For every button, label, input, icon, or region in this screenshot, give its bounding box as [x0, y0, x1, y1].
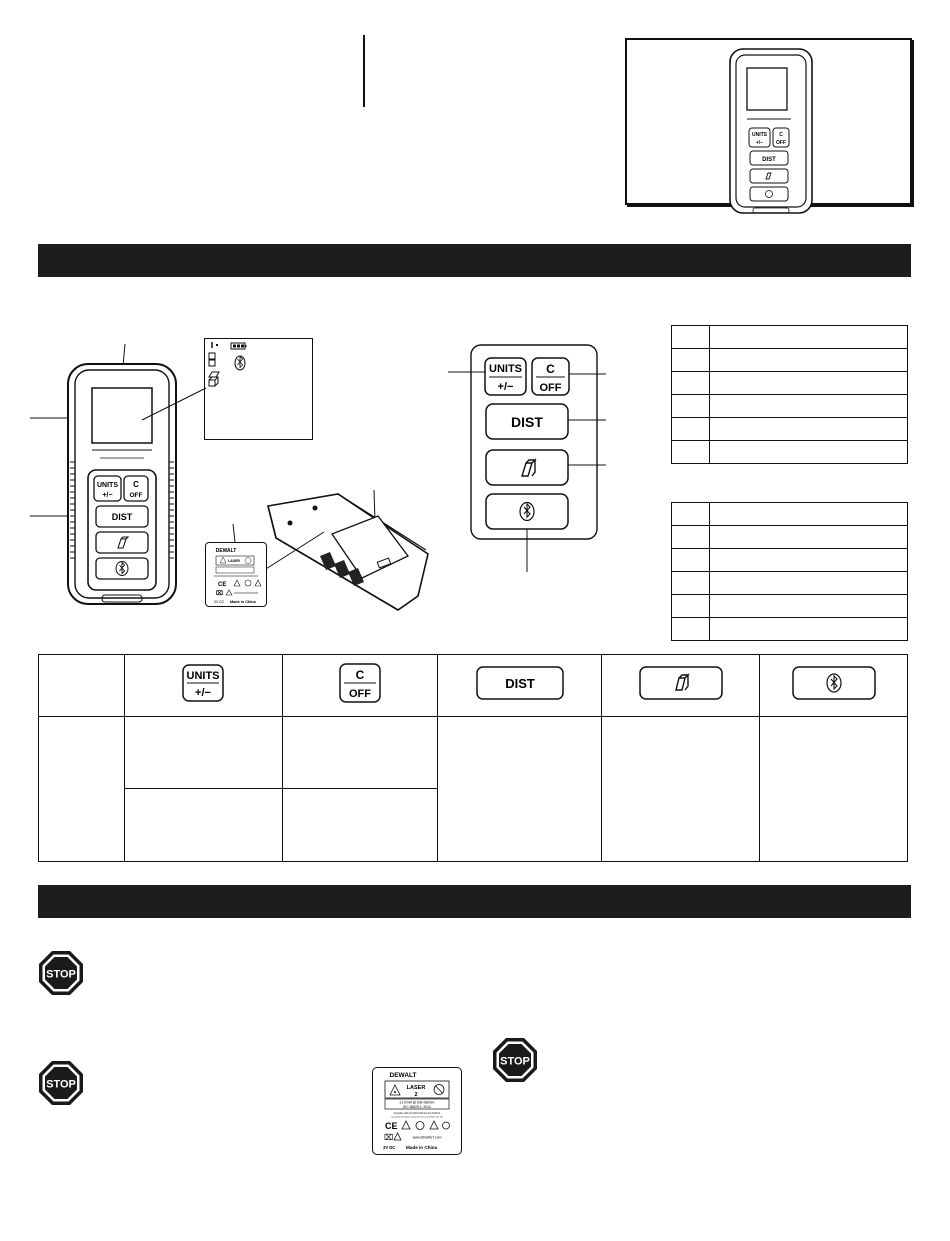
- header-units-label: UNITS: [186, 670, 220, 682]
- device-units-label: UNITS: [97, 482, 118, 489]
- table-row: [672, 349, 908, 372]
- lcd-icons: [204, 338, 311, 398]
- header-clear-button: [282, 655, 438, 717]
- header-divider: [363, 35, 365, 107]
- device-c-label: C: [133, 480, 139, 489]
- label-large-laser: LASER: [406, 1085, 426, 1091]
- header-plusminus-label: +/−: [195, 687, 212, 699]
- label-small-laser: LASER: [228, 559, 240, 563]
- cover-plusminus-label: +/−: [755, 140, 764, 146]
- table-row: [672, 441, 908, 464]
- cover-off-label: OFF: [776, 140, 786, 146]
- label-small-weee: ⌧: [216, 591, 223, 597]
- label-large-spec2: IEC 60825-1: 2014: [403, 1105, 431, 1109]
- keypad-detail-illustration: [440, 340, 620, 572]
- table-row: [39, 717, 908, 789]
- header-bluetooth-button: [760, 655, 908, 717]
- components-table-1: [671, 325, 908, 464]
- label-small-brand: DEWALT: [215, 548, 237, 554]
- cover-c-label: C: [779, 132, 783, 138]
- table-header-row: [39, 655, 908, 717]
- table-row: [672, 549, 908, 572]
- button-function-table: [38, 654, 908, 862]
- stop-sign-3: [492, 1037, 538, 1083]
- stop-label-1: STOP: [46, 968, 76, 981]
- keypad-c-label: C: [546, 362, 555, 376]
- label-small-art: [206, 543, 266, 606]
- laser-warning-label-large: [372, 1067, 462, 1155]
- table-row: [672, 326, 908, 349]
- table-row: [672, 395, 908, 418]
- components-table-2: [671, 502, 908, 641]
- label-large-spec1: ≤1.0mW @ 630–680nm: [399, 1100, 435, 1105]
- label-small-origin: Made in China: [230, 600, 256, 604]
- label-large-art: [373, 1068, 461, 1154]
- header-c-label: C: [355, 668, 365, 682]
- device-plusminus-label: +/−: [102, 492, 113, 499]
- label-large-origin: Made in China: [406, 1145, 438, 1150]
- weee-bin-icon: ⌧: [384, 1133, 394, 1142]
- keypad-units-label: UNITS: [489, 363, 522, 375]
- stop-label-2: STOP: [46, 1078, 76, 1091]
- section-bar-components: [38, 244, 911, 277]
- keypad-off-label: OFF: [539, 382, 562, 394]
- label-large-brand: DEWALT: [389, 1072, 417, 1079]
- keypad-dist-label: DIST: [511, 414, 543, 430]
- header-units-button: [124, 655, 282, 717]
- device-front-illustration: [30, 340, 200, 608]
- stop-label-3: STOP: [500, 1055, 530, 1068]
- label-small-callout: [228, 522, 238, 544]
- label-large-voltage: 3V DC: [383, 1145, 396, 1150]
- ce-mark-icon: CE: [385, 1121, 398, 1131]
- header-dist-button: [438, 655, 602, 717]
- header-off-label: OFF: [348, 688, 371, 700]
- laser-warning-label-small: [205, 542, 267, 607]
- label-large-class: 2: [414, 1092, 418, 1098]
- label-small-voltage: 3V DC: [214, 600, 225, 604]
- table-row: [672, 572, 908, 595]
- label-large-compliance2: except for deviations pursuant to Laser Notice No. 50: [391, 1116, 443, 1119]
- device-off-label: OFF: [129, 492, 143, 499]
- lcd-callout-line: [140, 384, 210, 424]
- table-row: [672, 372, 908, 395]
- cover-units-label: UNITS: [752, 132, 767, 138]
- table-row: [672, 526, 908, 549]
- table-row: [672, 418, 908, 441]
- label-large-website: www.DEWALT.com: [412, 1135, 442, 1140]
- section-bar-safety: [38, 885, 911, 918]
- stop-sign-1: [38, 950, 84, 996]
- label-large-compliance1: Complies with 21 CFR 1040.10 and 1040.11: [393, 1112, 441, 1115]
- header-volume-button: [602, 655, 760, 717]
- device-dist-label: DIST: [111, 512, 133, 522]
- keypad-plusminus-label: +/−: [497, 381, 514, 393]
- table-row: [672, 618, 908, 641]
- stop-sign-2: [38, 1060, 84, 1106]
- table-row: [672, 595, 908, 618]
- warning-triangle-icon: [390, 1085, 400, 1095]
- cover-dist-label: DIST: [762, 157, 776, 163]
- cover-device-illustration: [725, 44, 817, 216]
- label-small-ce: CE: [218, 582, 227, 588]
- table-row: [672, 503, 908, 526]
- header-dist-label: DIST: [504, 676, 535, 691]
